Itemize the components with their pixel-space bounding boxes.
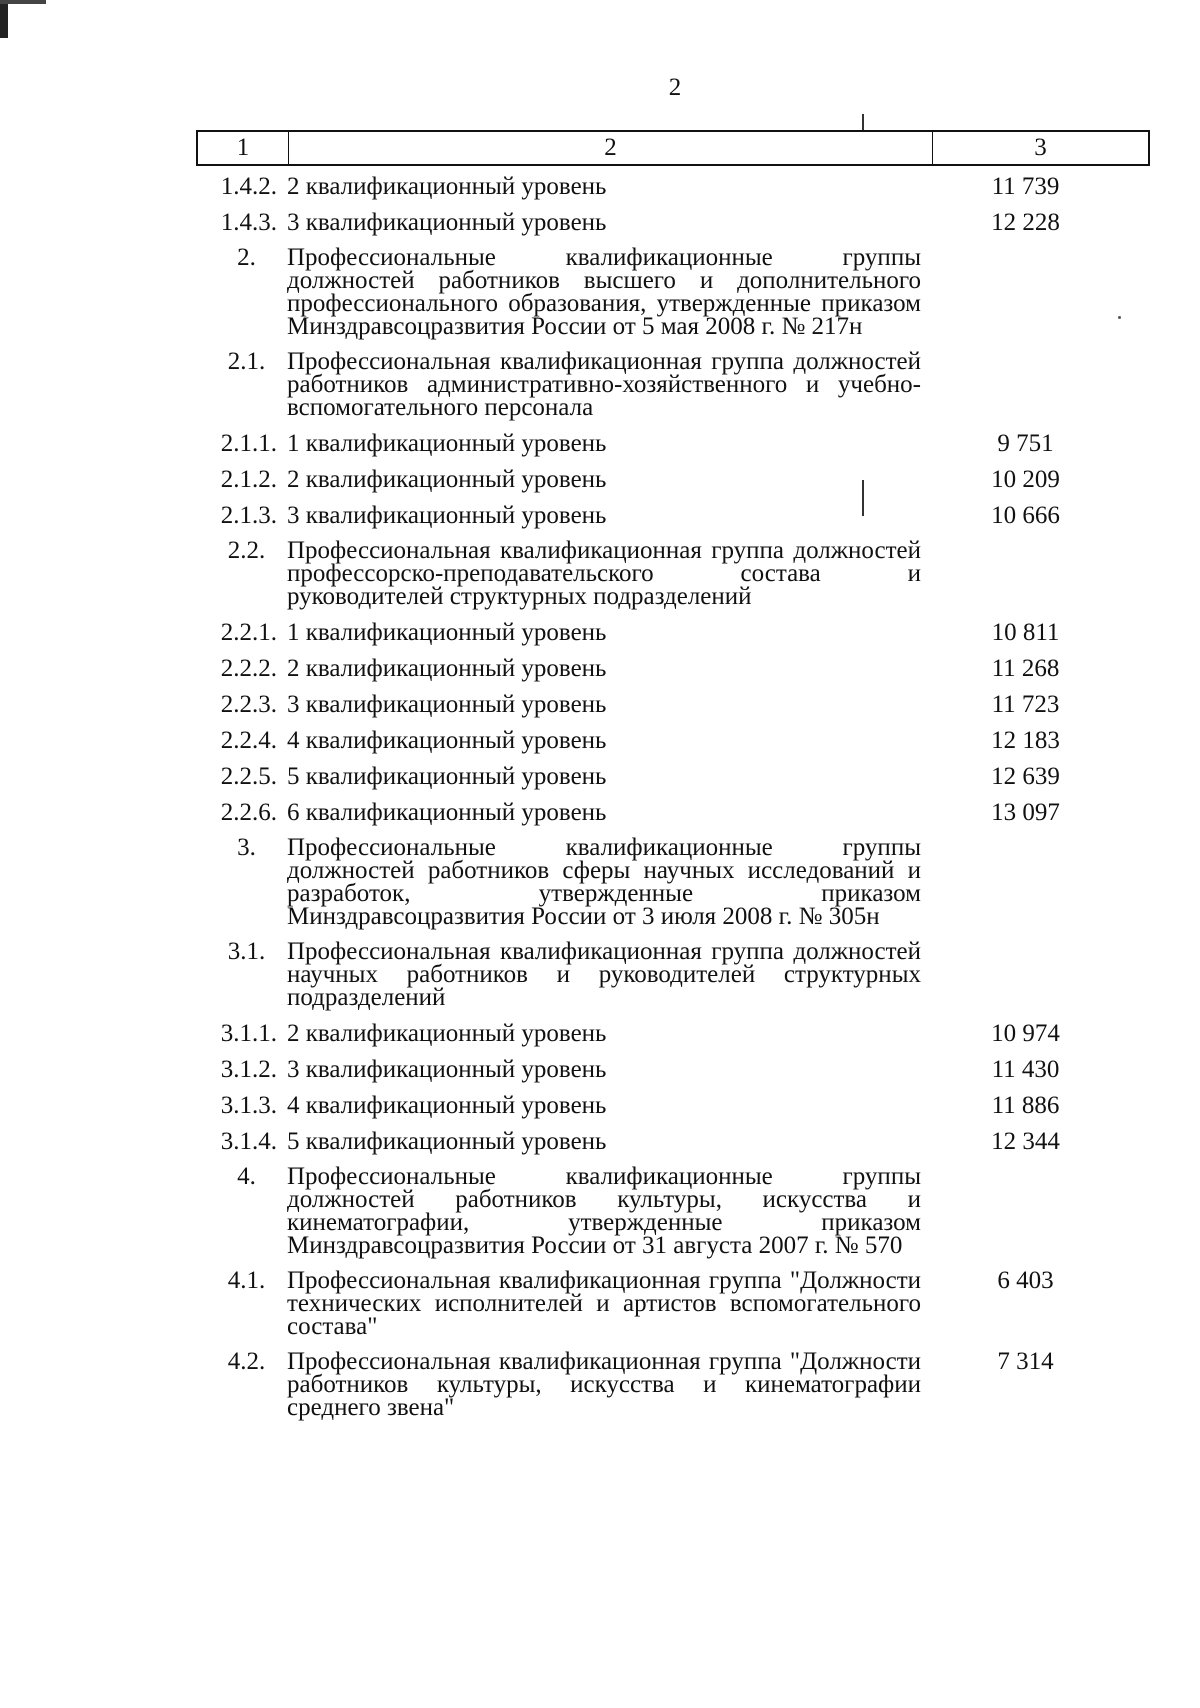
table-row [196,836,1150,928]
row-number: 2.2. [227,537,266,564]
row-description: 4 квалификационный уровень [287,1092,607,1119]
row-description: Профессиональные квалификационные группы должностей работников сферы научных исследований и разработок, утвержденные приказом Минздравсоцразвития России от 3 июля 2008 г. № 305н [287,834,921,930]
row-value: 12 639 [991,763,1060,790]
row-value [931,246,1150,338]
row-number: 2.1.2. [220,466,277,493]
table-row [196,431,1150,457]
row-number: 2.2.5. [220,763,277,790]
row-number: 1.4.2. [220,173,277,200]
row-value: 12 183 [991,727,1060,754]
row-value [931,836,1150,928]
row-description: 6 квалификационный уровень [287,799,607,826]
row-description: Профессиональные квалификационные группы должностей работников высшего и дополнительного профессионального образования, утвержденные приказом Минздравсоцразвития России от 5 мая 2008 г. № 217н [287,244,921,340]
row-description: 5 квалификационный уровень [287,763,607,790]
table-row [196,656,1150,682]
row-number: 4.1. [227,1267,266,1294]
header-col-1: 1 [198,132,289,164]
table-row [196,620,1150,646]
row-number: 3.1. [227,938,266,965]
table-body [196,174,1150,1431]
row-value: 11 430 [991,1056,1060,1083]
table-row [196,1129,1150,1155]
row-description: 3 квалификационный уровень [287,502,607,529]
row-description: 1 квалификационный уровень [287,619,607,646]
row-number: 2.2.2. [220,655,277,682]
row-description: 3 квалификационный уровень [287,691,607,718]
header-col-3: 3 [1034,134,1047,161]
row-description: 2 квалификационный уровень [287,173,607,200]
row-value: 9 751 [997,430,1054,457]
table-row [196,350,1150,419]
row-value: 11 723 [991,691,1060,718]
row-value: 11 268 [991,655,1060,682]
table-row [196,1057,1150,1083]
row-value: 10 209 [991,466,1060,493]
table-row [196,1021,1150,1047]
scan-artifact [0,0,46,4]
row-number: 2. [237,244,256,271]
scan-artifact [862,114,864,130]
table-row [196,728,1150,754]
row-number: 2.1.3. [220,502,277,529]
row-number: 2.2.3. [220,691,277,718]
row-description: 3 квалификационный уровень [287,209,607,236]
row-value [931,1165,1150,1257]
row-description: 1 квалификационный уровень [287,430,607,457]
row-number: 2.2.6. [220,799,277,826]
row-number: 2.2.4. [220,727,277,754]
row-value: 11 739 [991,173,1060,200]
row-value: 13 097 [991,799,1060,826]
row-number: 1.4.3. [220,209,277,236]
table-row [196,246,1150,338]
row-description: 2 квалификационный уровень [287,655,607,682]
table-row [196,764,1150,790]
row-number: 4.2. [227,1348,266,1375]
row-description: 4 квалификационный уровень [287,727,607,754]
row-number: 3.1.1. [220,1020,277,1047]
row-description: Профессиональная квалификационная группа должностей профессорско-преподавательского состава и руководителей структурных подразделений [287,537,921,610]
table-row [196,940,1150,1009]
row-value: 11 886 [991,1092,1060,1119]
row-description: Профессиональная квалификационная группа "Должности работников культуры, искусства и кинематографии среднего звена" [287,1348,921,1421]
scan-artifact [1118,316,1121,319]
header-col-2: 2 [289,132,933,164]
row-number: 4. [237,1163,256,1190]
row-description: Профессиональные квалификационные группы должностей работников культуры, искусства и кинематографии, утвержденные приказом Минздравсоцразвития России от 31 августа 2007 г. № 570 [287,1163,921,1259]
row-description: Профессиональная квалификационная группа должностей работников административно-хозяйственного и учебно-вспомогательного персонала [287,348,921,421]
row-value: 12 228 [991,209,1060,236]
row-description: 2 квалификационный уровень [287,1020,607,1047]
row-description: Профессиональная квалификационная группа должностей научных работников и руководителей структурных подразделений [287,938,921,1011]
row-number: 3.1.4. [220,1128,277,1155]
row-value [931,350,1150,419]
row-value: 6 403 [997,1267,1054,1294]
row-value [931,539,1150,608]
row-value: 10 666 [991,502,1060,529]
row-description: Профессиональная квалификационная группа "Должности технических исполнителей и артистов вспомогательного состава" [287,1267,921,1340]
table-row [196,1350,1150,1419]
row-value: 10 974 [991,1020,1060,1047]
row-number: 3. [237,834,256,861]
row-number: 3.1.2. [220,1056,277,1083]
row-value: 10 811 [991,619,1060,646]
row-number: 2.1.1. [220,430,277,457]
row-number: 2.2.1. [220,619,277,646]
table-row [196,539,1150,608]
row-value: 7 314 [997,1348,1054,1375]
table-row [196,210,1150,236]
row-number: 3.1.3. [220,1092,277,1119]
table-row [196,1093,1150,1119]
table-header [196,130,1150,166]
row-value: 12 344 [991,1128,1060,1155]
table-row [196,800,1150,826]
row-description: 5 квалификационный уровень [287,1128,607,1155]
table-row [196,467,1150,493]
table-row [196,692,1150,718]
scan-artifact [0,0,8,38]
table-row [196,503,1150,529]
row-number: 2.1. [227,348,266,375]
row-description: 3 квалификационный уровень [287,1056,607,1083]
table-row [196,1165,1150,1257]
row-value [931,940,1150,1009]
page-number: 2 [668,74,682,101]
table-row [196,174,1150,200]
row-description: 2 квалификационный уровень [287,466,607,493]
table-row [196,1269,1150,1338]
scan-artifact [862,480,864,516]
